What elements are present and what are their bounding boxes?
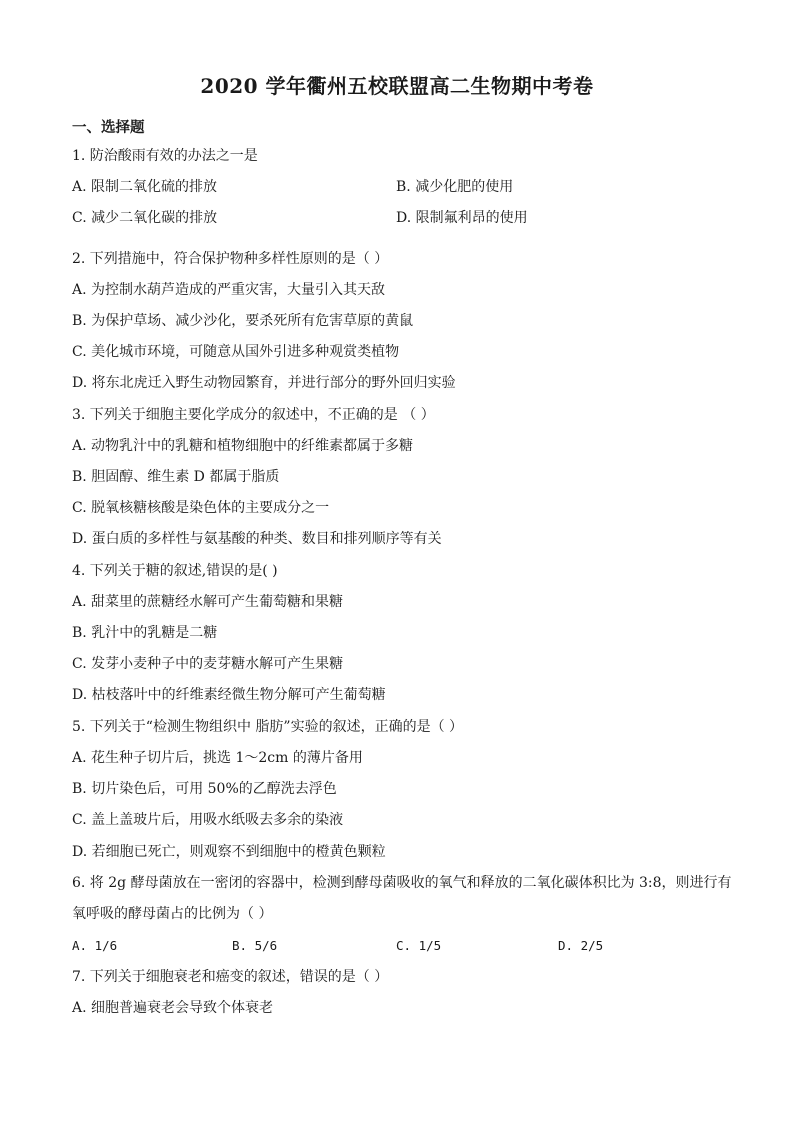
question-6-option-c: C. 1/5 [396,938,442,953]
question-4-option-b: B. 乳汁中的乳糖是二糖 [72,625,218,641]
question-5-stem: 5. 下列关于“检测生物组织中 脂肪”实验的叙述，正确的是（ ） [72,719,464,735]
question-6-stem-line-2: 氧呼吸的酵母菌占的比例为（ ） [72,906,273,922]
question-3-option-b: B. 胆固醇、维生素 D 都属于脂质 [72,469,280,485]
question-6-stem-line-1: 6. 将 2g 酵母菌放在一密闭的容器中，检测到酵母菌吸收的氧气和释放的二氧化碳体积比为 3:8，则进行有 [72,875,732,891]
section-heading: 一、选择题 [72,119,145,136]
question-2-option-a: A. 为控制水葫芦造成的严重灾害，大量引入其天敌 [72,282,386,298]
question-3-option-d: D. 蛋白质的多样性与氨基酸的种类、数目和排列顺序等有关 [72,531,442,547]
question-6-option-b: B. 5/6 [232,938,278,953]
question-2-option-d: D. 将东北虎迁入野生动物园繁育，并进行部分的野外回归实验 [72,375,456,391]
question-1-option-c: C. 减少二氧化碳的排放 [72,210,218,226]
question-2-option-c: C. 美化城市环境，可随意从国外引进多种观赏类植物 [72,344,400,360]
question-7-option-a: A. 细胞普遍衰老会导致个体衰老 [72,1000,274,1016]
question-1-option-d: D. 限制氟利昂的使用 [396,210,528,226]
question-5-option-c: C. 盖上盖玻片后，用吸水纸吸去多余的染液 [72,812,344,828]
question-4-option-d: D. 枯枝落叶中的纤维素经微生物分解可产生葡萄糖 [72,687,386,703]
page-title: 2020 学年衢州五校联盟高二生物期中考卷 [200,74,594,98]
question-3-option-a: A. 动物乳汁中的乳糖和植物细胞中的纤维素都属于多糖 [72,438,414,454]
question-5-option-a: A. 花生种子切片后，挑选 1～2cm 的薄片备用 [72,750,363,766]
question-6-option-d: D. 2/5 [558,938,604,953]
question-1-stem: 1. 防治酸雨有效的办法之一是 [72,148,258,164]
question-4-option-a: A. 甜菜里的蔗糖经水解可产生葡萄糖和果糖 [72,594,344,610]
question-1-option-a: A. 限制二氧化硫的排放 [72,179,218,195]
question-2-option-b: B. 为保护草场、减少沙化，要杀死所有危害草原的黄鼠 [72,313,414,329]
question-3-stem: 3. 下列关于细胞主要化学成分的叙述中，不正确的是 （ ） [72,407,435,423]
question-4-stem: 4. 下列关于糖的叙述,错误的是( ) [72,563,278,579]
question-4-option-c: C. 发芽小麦种子中的麦芽糖水解可产生果糖 [72,656,344,672]
question-1-option-b: B. 减少化肥的使用 [396,179,514,195]
question-7-stem: 7. 下列关于细胞衰老和癌变的叙述，错误的是（ ） [72,969,389,985]
question-2-stem: 2. 下列措施中，符合保护物种多样性原则的是（ ） [72,251,389,267]
question-3-option-c: C. 脱氧核糖核酸是染色体的主要成分之一 [72,500,330,516]
question-6-option-a: A. 1/6 [72,938,118,953]
question-5-option-b: B. 切片染色后，可用 50%的乙醇洗去浮色 [72,781,337,797]
question-5-option-d: D. 若细胞已死亡，则观察不到细胞中的橙黄色颗粒 [72,844,386,860]
